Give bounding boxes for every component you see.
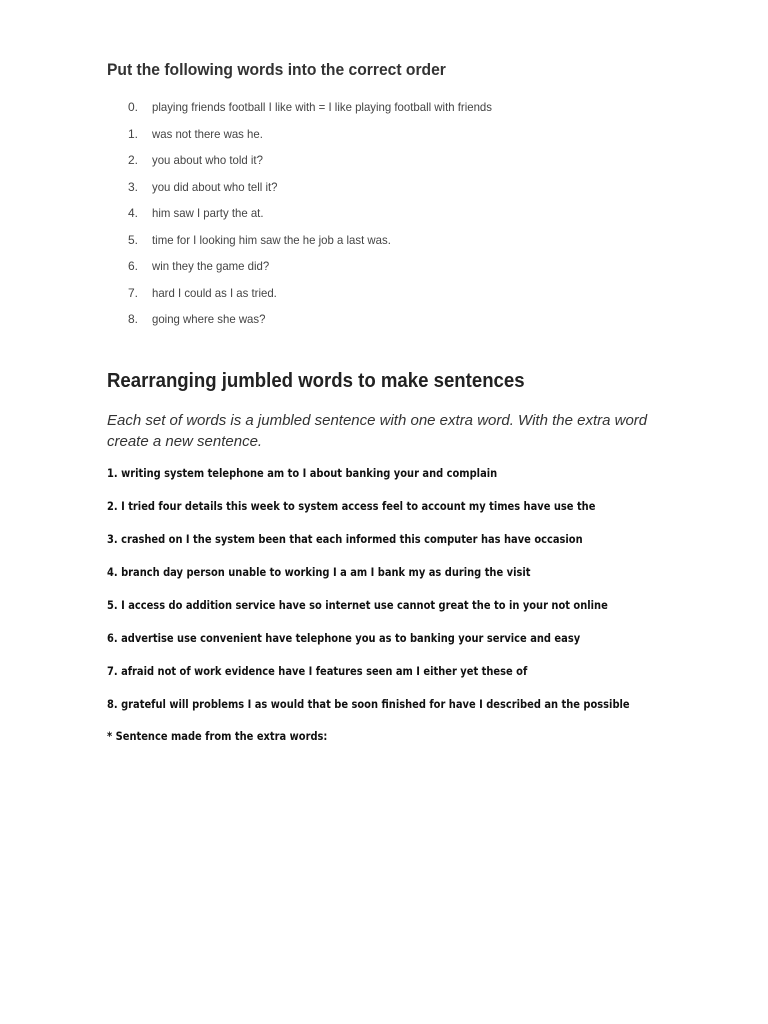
item-text: 4. branch day person unable to working I a am I bank my as during the visit — [107, 565, 531, 579]
item-text: 1. writing system telephone am to I about banking your and complain — [107, 466, 498, 480]
list-item — [128, 126, 510, 153]
item-number: 1. — [128, 126, 139, 141]
list-item — [107, 695, 715, 728]
item-text: 8. grateful will problems I as would that be soon finished for have I described an the possible — [107, 697, 630, 711]
item-text: 7. afraid not of work evidence have I features seen am I either yet these of — [107, 664, 528, 678]
list-item — [107, 530, 715, 563]
list-item — [128, 232, 510, 259]
list-item — [128, 179, 510, 206]
item-text: 5. I access do addition service have so internet use cannot great the to in your not online — [107, 598, 608, 612]
item-number: 7. — [128, 285, 139, 300]
word-order-list — [128, 99, 510, 338]
item-text: win they the game did? — [152, 259, 270, 273]
item-number: 0. — [128, 100, 139, 114]
section2-title: Rearranging jumbled words to make sentences — [107, 370, 525, 392]
item-number: 3. — [128, 179, 139, 194]
item-text: hard I could as I as tried. — [152, 285, 277, 300]
list-item — [128, 152, 510, 179]
list-item — [128, 99, 510, 126]
item-number: 8. — [128, 312, 139, 326]
list-item — [107, 596, 715, 629]
list-item — [107, 629, 715, 662]
list-item — [107, 464, 715, 497]
item-text: going where she was? — [152, 312, 266, 326]
item-text: you about who told it? — [152, 153, 263, 167]
item-number: 4. — [128, 206, 139, 220]
item-number: 2. — [128, 153, 139, 167]
item-number: 6. — [128, 259, 139, 273]
item-text: 2. I tried four details this week to system access feel to account my times have use the — [107, 499, 596, 513]
list-item — [128, 205, 510, 232]
list-item — [107, 563, 715, 596]
list-item — [107, 662, 715, 695]
list-item — [128, 258, 510, 285]
list-item — [107, 497, 715, 530]
item-text: you did about who tell it? — [152, 179, 278, 194]
section1-title: Put the following words into the correct order — [107, 60, 446, 79]
extra-words-sentence-label: * Sentence made from the extra words: — [107, 729, 328, 743]
section2-instructions: Each set of words is a jumbled sentence with one extra word. With the extra word create a new sentence. — [107, 412, 648, 450]
item-text: was not there was he. — [152, 126, 263, 141]
list-item — [128, 311, 510, 338]
item-number: 5. — [128, 232, 139, 247]
item-text: playing friends football I like with = I like playing football with friends — [152, 100, 492, 114]
item-text: him saw I party the at. — [152, 206, 264, 220]
item-text: 6. advertise use convenient have telephone you as to banking your service and easy — [107, 631, 581, 645]
list-item — [128, 285, 510, 312]
item-text: time for I looking him saw the he job a last was. — [152, 232, 391, 247]
item-text: 3. crashed on I the system been that each informed this computer has have occasion — [107, 532, 583, 546]
jumbled-sentence-list — [107, 464, 715, 728]
